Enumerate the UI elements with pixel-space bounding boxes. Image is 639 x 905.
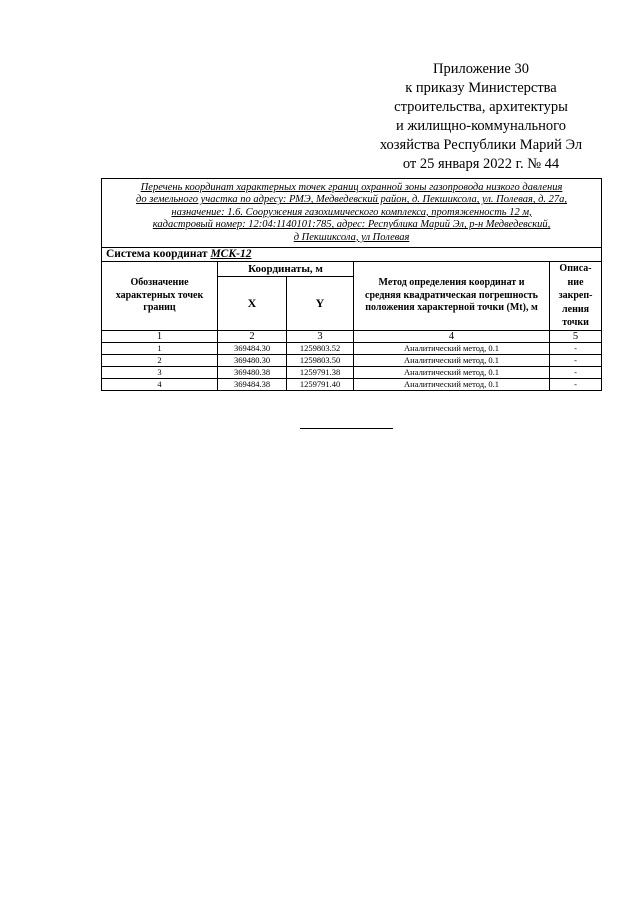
closing-divider [300, 428, 393, 429]
cell-description: - [550, 354, 602, 366]
cell-method: Аналитический метод, 0.1 [354, 366, 550, 378]
caption-line: Перечень координат характерных точек границ охранной зоны газопровода низкого давления [140, 182, 563, 193]
cell-y: 1259791.40 [287, 378, 354, 390]
appendix-order-line: к приказу Министерства [405, 80, 557, 96]
header-description-line: точки [562, 317, 589, 329]
column-number: 1 [102, 330, 218, 342]
header-y: Y [287, 277, 354, 330]
header-description-line: закреп- [558, 290, 593, 302]
cell-y: 1259791.38 [287, 366, 354, 378]
coordinates-table [101, 178, 602, 391]
column-number: 3 [287, 330, 354, 342]
coordinate-system-row [102, 248, 602, 262]
cell-description: - [550, 342, 602, 354]
header-method: Метод определения координат и средняя квадратическая погрешность положения характерной точки (Mt), м [354, 262, 550, 331]
table-row [102, 366, 602, 378]
cell-x: 369480.30 [218, 354, 287, 366]
cell-point: 4 [102, 378, 218, 390]
column-number: 2 [218, 330, 287, 342]
header-description-line: ления [562, 303, 590, 315]
cell-method: Аналитический метод, 0.1 [354, 354, 550, 366]
cell-y: 1259803.52 [287, 342, 354, 354]
caption-line: д Пекшиксола, ул Полевая [293, 231, 410, 243]
cell-method: Аналитический метод, 0.1 [354, 342, 550, 354]
cell-method: Аналитический метод, 0.1 [354, 378, 550, 390]
cell-point: 1 [102, 342, 218, 354]
cell-x: 369484.30 [218, 342, 287, 354]
header-x: X [218, 277, 287, 330]
caption-line: кадастровый номер: 12:04:1140101:785, адрес: Республика Марий Эл, р-н Медведевский, [152, 219, 551, 231]
header-description [550, 262, 602, 331]
header-description-line: ние [567, 276, 584, 288]
cell-y: 1259803.50 [287, 354, 354, 366]
appendix-header [360, 60, 602, 174]
header-coordinates: Координаты, м [218, 262, 354, 277]
caption-line: назначение: 1.6. Сооружения газохимического комплекса, протяженность 12 м, [171, 206, 532, 218]
cell-description: - [550, 378, 602, 390]
table-row [102, 354, 602, 366]
coordinate-system-label: Система координат [106, 248, 208, 261]
appendix-ministry-line-2: и жилищно-коммунального [395, 118, 567, 134]
column-number: 5 [550, 330, 602, 342]
table-row [102, 378, 602, 390]
cell-point: 2 [102, 354, 218, 366]
table-caption [102, 179, 602, 248]
appendix-title: Приложение 30 [433, 61, 529, 77]
column-number: 4 [354, 330, 550, 342]
appendix-ministry-line-3: хозяйства Республики Марий Эл [379, 137, 583, 153]
appendix-date-line: от 25 января 2022 г. № 44 [402, 156, 560, 172]
cell-point: 3 [102, 366, 218, 378]
table-row [102, 342, 602, 354]
appendix-ministry-line-1: строительства, архитектуры [394, 99, 568, 115]
cell-x: 369480.38 [218, 366, 287, 378]
coordinate-system-value: МСК-12 [210, 248, 252, 261]
cell-description: - [550, 366, 602, 378]
header-description-line: Описа- [559, 263, 592, 275]
cell-x: 369484.38 [218, 378, 287, 390]
caption-line: до земельного участка по адресу: РМЭ, Медведевский район, д. Пекшиксола, ул. Полевая, д. 27а, [136, 194, 568, 206]
header-point-designation: Обозначение характерных точек границ [102, 262, 218, 331]
